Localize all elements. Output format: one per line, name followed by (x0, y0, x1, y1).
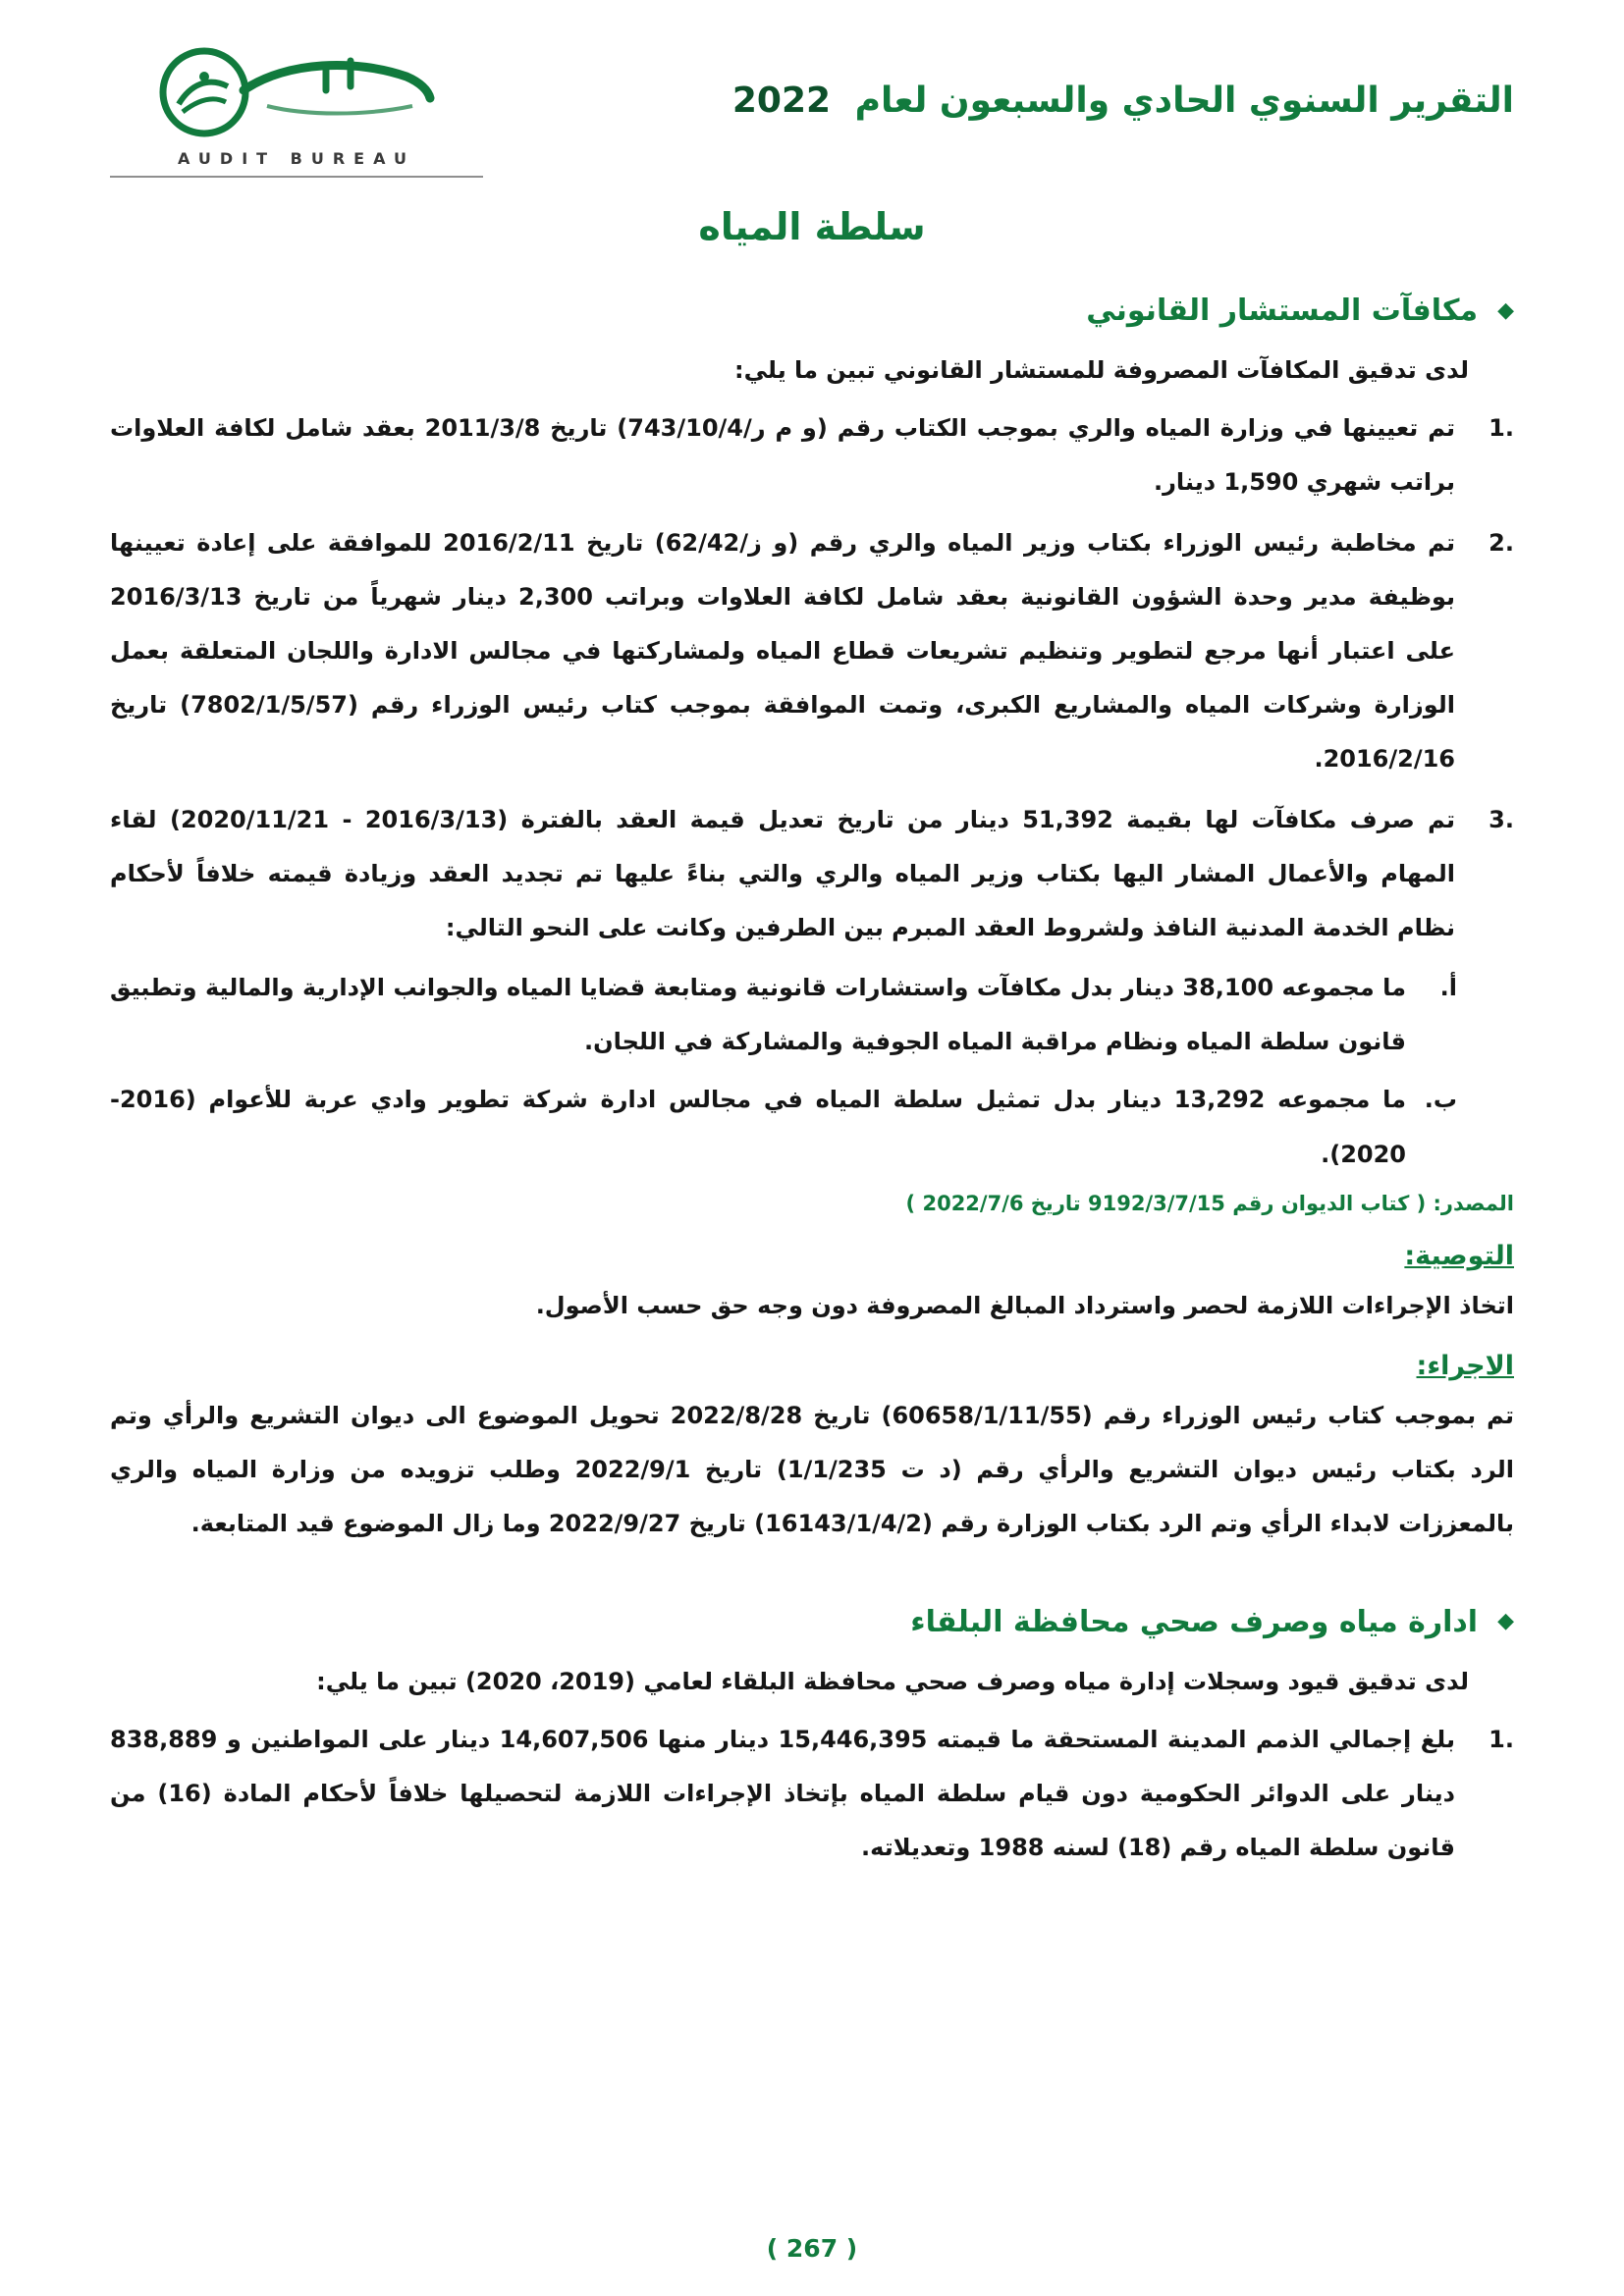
list-item-number: 2. (1489, 528, 1514, 557)
list-item-text: تم صرف مكافآت لها بقيمة 51,392 دينار من تاريخ تعديل قيمة العقد بالفترة (2016/3/13 - 2020/11/21) لقاء المهام والأعمال المشار اليها بكتاب وزير المياه والري والتي بناءً عليها تم تجديد العقد وزيادة قيمته خلافاً لأحكام نظام الخدمة المدنية النافذ ولشروط العقد المبرم بين الطرفين وكانت على النحو التالي: (110, 805, 1456, 941)
action-label: الاجراء: (1416, 1351, 1514, 1381)
report-title-text: التقرير السنوي الحادي والسبعون لعام (854, 80, 1514, 121)
logo-caption: AUDIT BUREAU (178, 149, 415, 168)
list-item (110, 1713, 1514, 1876)
report-year: 2022 (731, 80, 832, 121)
sub-item-text: ما مجموعه 13,292 دينار بدل تمثيل سلطة المياه في مجالس ادارة شركة تطوير وادي عربة للأعوام (2016-2020). (110, 1086, 1407, 1168)
section2-intro: لدى تدقيق قيود وسجلات إدارة مياه وصرف صحي محافظة البلقاء لعامي (2019، 2020) تبين ما يلي: (316, 1667, 1469, 1695)
diamond-bullet-icon: ◆ (1497, 1609, 1514, 1634)
recommendation-label: التوصية: (1404, 1240, 1514, 1271)
list-item (110, 401, 1514, 509)
list-item-number: 1. (1489, 414, 1514, 443)
section2-heading-row (110, 1605, 1514, 1639)
page-header (110, 47, 1514, 178)
report-title (727, 47, 1514, 121)
list-item-text: تم مخاطبة رئيس الوزراء بكتاب وزير المياه والري رقم (و ز/62/42) تاريخ 2016/2/11 للموافقة على إعادة تعيينها بوظيفة مدير وحدة الشؤون القانونية بعقد شامل لكافة العلاوات وبراتب 2,300 دينار شهرياً من تاريخ 2016/3/13 على اعتبار أنها مرجع لتطوير وتنظيم تشريعات قطاع المياه ولمشاركتها في مجالس الادارة واللجان المتعلقة بعمل الوزارة وشركات المياه والمشاريع الكبرى، وتمت الموافقة بموجب كتاب رئيس الوزراء رقم (7802/1/5/57) تاريخ 2016/2/16. (110, 528, 1455, 774)
action-text: تم بموجب كتاب رئيس الوزراء رقم (60658/1/11/55) تاريخ 2022/8/28 تحويل الموضوع الى ديوان التشريع والرأي وتم الرد بكتاب رئيس ديوان التشريع والرأي رقم (د ت 1/1/235) تاريخ 2022/9/1 وطلب تزويده من وزارة المياه والري بالمعززات لابداء الرأي وتم الرد بكتاب الوزارة رقم (16143/1/4/2) تاريخ 2022/9/27 وما زال الموضوع قيد المتابعة. (110, 1402, 1515, 1538)
list-item-number: 3. (1489, 805, 1514, 833)
section2-heading: ادارة مياه وصرف صحي محافظة البلقاء (910, 1604, 1479, 1639)
section1-heading: مكافآت المستشار القانوني (1086, 294, 1479, 328)
sub-item-letter: ب. (1424, 1086, 1457, 1114)
recommendation-text: اتخاذ الإجراءات اللازمة لحصر واسترداد المبالغ المصروفة دون وجه حق حسب الأصول. (535, 1291, 1514, 1319)
audit-bureau-logo-block (110, 47, 483, 178)
logo-divider (110, 176, 483, 178)
list-item (110, 516, 1514, 787)
section-balqa-water-administration (110, 1605, 1514, 1876)
list-item-number: 1. (1489, 1725, 1514, 1753)
list-item-text: تم تعيينها في وزارة المياه والري بموجب الكتاب رقم (و م ر/743/10/4) تاريخ 2011/3/8 بعقد شامل لكافة العلاوات براتب شهري 1,590 دينار. (110, 414, 1456, 497)
sub-item-text: ما مجموعه 38,100 دينار بدل مكافآت واستشارات قانونية ومتابعة قضايا المياه والجوانب الإدارية والمالية وتطبيق قانون سلطة المياه ونظام مراقبة المياه الجوفية والمشاركة في اللجان. (110, 974, 1406, 1056)
section-legal-advisor-bonuses (110, 294, 1514, 1552)
sub-item-letter: أ. (1439, 974, 1457, 1002)
list-item (110, 793, 1514, 956)
diamond-bullet-icon: ◆ (1497, 297, 1514, 323)
sub-list-item (110, 1073, 1457, 1181)
list-item-text: بلغ إجمالي الذمم المدينة المستحقة ما قيمته 15,446,395 دينار منها 14,607,506 دينار على المواطنين و 838,889 دينار على الدوائر الحكومية دون قيام سلطة المياه بإتخاذ الإجراءات اللازمة لتحصيلها خلافاً لأحكام المادة (16) من قانون سلطة المياه رقم (18) لسنه 1988 وتعديلاته. (110, 1725, 1455, 1862)
page-title: سلطة المياه (698, 205, 926, 248)
section1-heading-row (110, 294, 1514, 328)
audit-bureau-logo-icon (149, 47, 444, 141)
sub-list (110, 961, 1457, 1182)
page-number: ( 267 ) (766, 2234, 858, 2263)
section1-intro: لدى تدقيق المكافآت المصروفة للمستشار القانوني تبين ما يلي: (734, 356, 1469, 384)
source-reference: المصدر: ( كتاب الديوان رقم 9192/3/7/15 تاريخ 2022/7/6 ) (905, 1191, 1514, 1215)
sub-list-item (110, 961, 1457, 1069)
